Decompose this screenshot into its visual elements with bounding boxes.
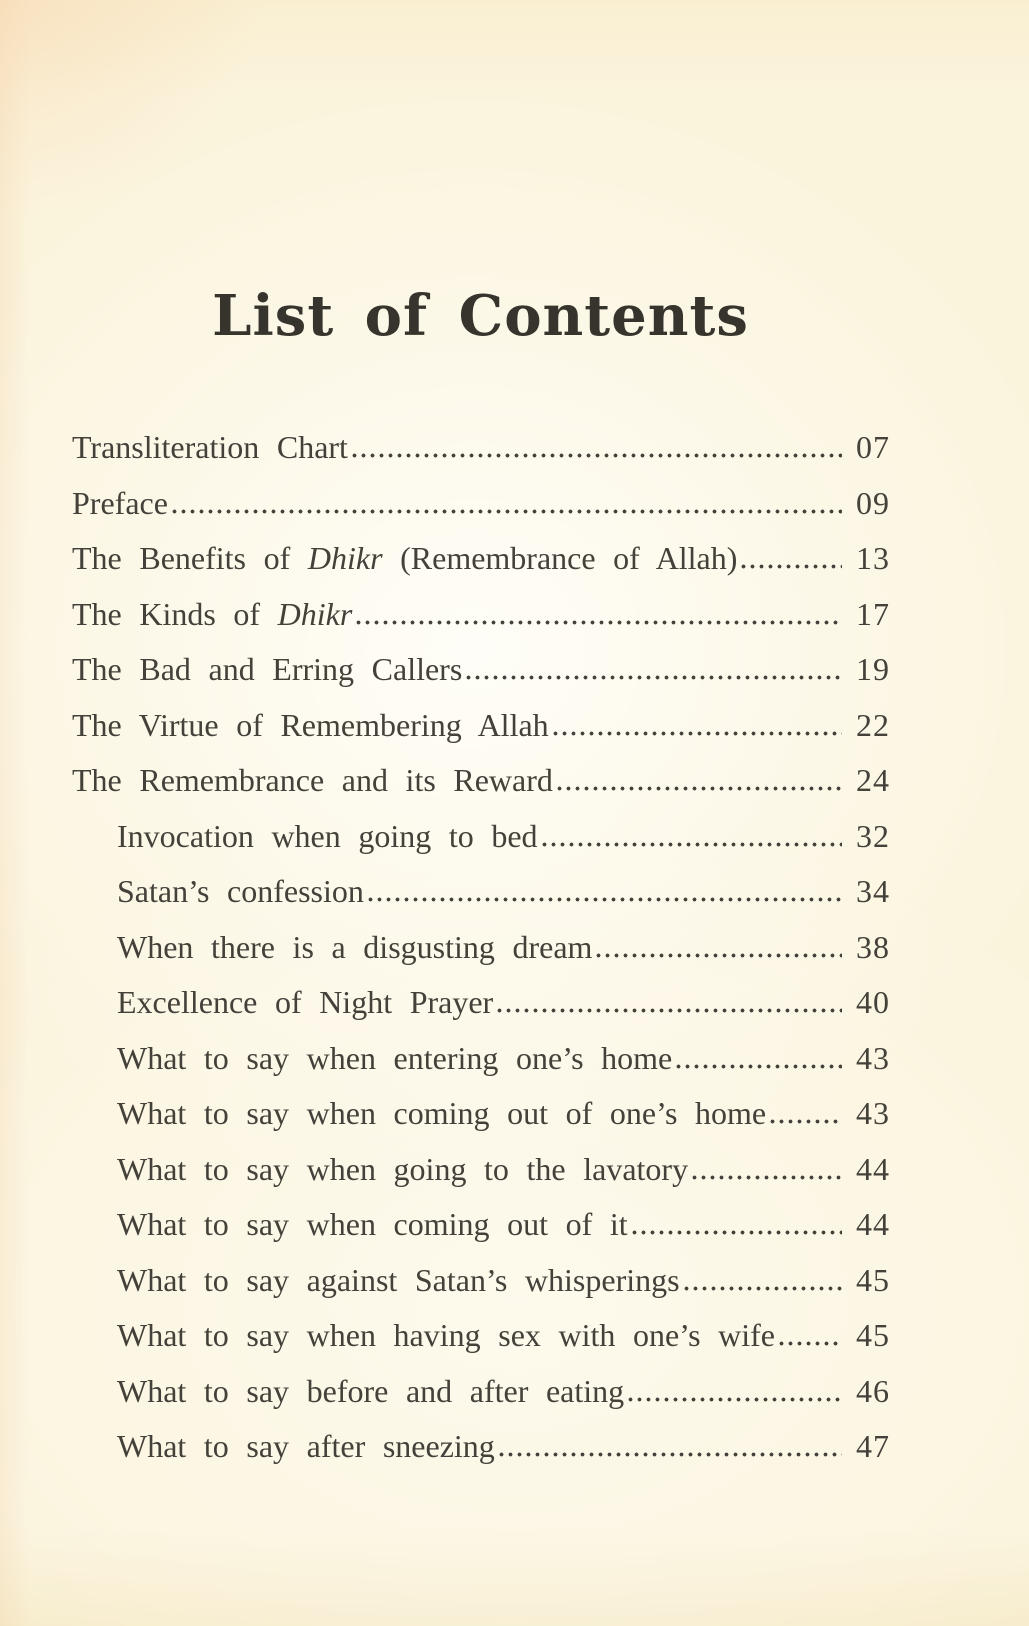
dot-leader: [553, 731, 842, 736]
toc-entry-label: What to say when coming out of one’s home: [117, 1095, 767, 1131]
toc-entry: [72, 1261, 890, 1317]
toc-entry-label: Invocation when going to bed: [117, 817, 538, 854]
page-number: 07: [856, 429, 890, 465]
dot-leader: [172, 509, 842, 514]
toc-entry: [72, 650, 890, 706]
dot-leader: [628, 1397, 842, 1402]
dot-leader: [557, 786, 842, 791]
dot-leader: [497, 1008, 842, 1013]
toc-entry: [72, 1316, 890, 1372]
toc-entry: [72, 484, 890, 540]
page-number: 45: [856, 1261, 890, 1298]
dot-leader: [779, 1341, 842, 1346]
page-number: 44: [856, 1150, 890, 1187]
page-number: 17: [856, 595, 890, 632]
toc-entry-label: What to say against Satan’s whisperings: [117, 1261, 680, 1298]
page-number: 13: [856, 540, 890, 576]
toc-entry: [72, 928, 890, 984]
page-title: List of Contents: [212, 283, 749, 349]
dot-leader: [499, 1452, 842, 1457]
page-number: 24: [856, 762, 890, 798]
toc-entry-label: Satan’s confession: [117, 873, 364, 909]
toc-entry-label: Excellence of Night Prayer: [117, 984, 494, 1020]
page-number: 22: [856, 706, 890, 743]
toc-entry: [72, 761, 890, 817]
dot-leader: [632, 1230, 842, 1235]
toc-entry: [72, 706, 890, 762]
dot-leader: [542, 842, 842, 847]
dot-leader: [356, 620, 842, 625]
dot-leader: [692, 1175, 842, 1180]
toc-entry-label: When there is a disgusting dream: [117, 928, 593, 965]
page-number: 34: [856, 873, 890, 909]
toc-entry: [72, 817, 890, 873]
toc-entry-label: The Virtue of Remembering Allah: [72, 706, 549, 743]
page-number: 43: [856, 1039, 890, 1076]
page-number: 32: [856, 817, 890, 854]
toc-entry-label: What to say after sneezing: [117, 1428, 495, 1464]
toc-entry-label: The Kinds of Dhikr: [72, 595, 353, 632]
toc-entry: [72, 1427, 890, 1483]
page-number: 44: [856, 1206, 890, 1242]
toc-entry-label: What to say before and after eating: [117, 1372, 625, 1409]
dot-leader: [466, 675, 842, 680]
toc-entry: [72, 872, 890, 928]
page-number: 40: [856, 984, 890, 1020]
page-number: 38: [856, 928, 890, 965]
table-of-contents: [72, 428, 890, 1483]
toc-entry-label: Preface: [72, 484, 168, 521]
dot-leader: [684, 1286, 842, 1291]
toc-entry-label: What to say when having sex with one’s wife: [117, 1317, 776, 1353]
toc-entry-label: Transliteration Chart: [72, 429, 348, 465]
toc-entry-label: The Remembrance and its Reward: [72, 762, 553, 798]
page-number: 43: [856, 1095, 890, 1131]
toc-entry: [72, 1094, 890, 1150]
toc-entry: [72, 539, 890, 595]
toc-entry: [72, 428, 890, 484]
page-number: 09: [856, 484, 890, 521]
page-number: 45: [856, 1317, 890, 1353]
page-number: 47: [856, 1428, 890, 1464]
dot-leader: [352, 453, 842, 458]
toc-entry-label: The Benefits of Dhikr (Remembrance of Allah): [72, 540, 738, 576]
toc-entry: [72, 1150, 890, 1206]
toc-entry: [72, 1039, 890, 1095]
toc-entry-label: What to say when going to the lavatory: [117, 1150, 689, 1187]
dot-leader: [596, 953, 842, 958]
toc-entry: [72, 1372, 890, 1428]
dot-leader: [770, 1119, 842, 1124]
toc-entry: [72, 983, 890, 1039]
toc-entry-label: What to say when coming out of it: [117, 1206, 628, 1242]
dot-leader: [676, 1064, 842, 1069]
toc-entry-label: The Bad and Erring Callers: [72, 651, 463, 687]
toc-entry: [72, 1205, 890, 1261]
toc-entry-label: What to say when entering one’s home: [117, 1039, 673, 1076]
page-number: 46: [856, 1372, 890, 1409]
dot-leader: [368, 897, 842, 902]
dot-leader: [741, 564, 842, 569]
toc-entry: [72, 595, 890, 651]
page-number: 19: [856, 651, 890, 687]
